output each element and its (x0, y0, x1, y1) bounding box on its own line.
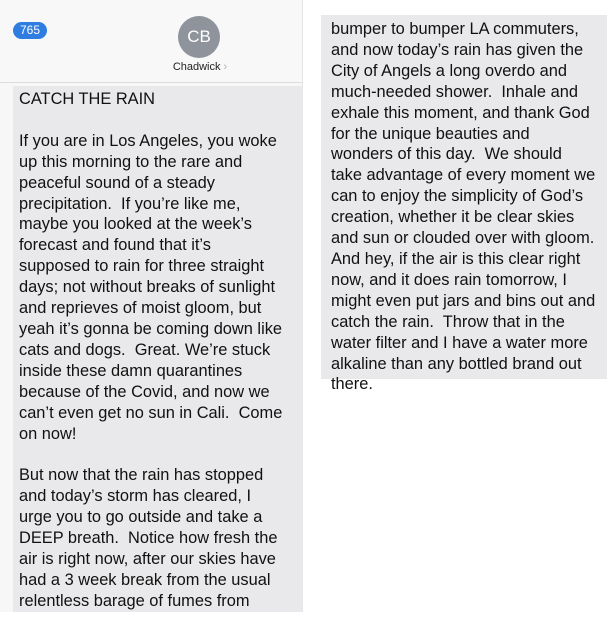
contact-name-button[interactable] (150, 61, 250, 73)
back-unread-badge[interactable]: 765 (13, 22, 47, 39)
chevron-right-icon: › (223, 61, 228, 73)
message-bubble[interactable] (13, 86, 302, 612)
message-text: bumper to bumper LA commuters, and now today’s rain has given the City of Angels a long overdo and much-needed shower. Inhale and exhale this moment, and thank God for the unique beauties and wonders of this day. We should take advantage of every moment we can to enjoy the simplicity of God’s creation, whether it be clear skies and sun or clouded over with gloom. And hey, if the air is this clear right now, and it does rain tomorrow, I might even put jars and bins out and catch the rain. Throw that in the water filter and I have a water more alkaline than any bottled brand out there. (331, 20, 596, 394)
contact-avatar[interactable]: CB (178, 16, 220, 58)
conversation-panel (0, 0, 303, 612)
conversation-header (0, 0, 302, 83)
message-bubble[interactable] (321, 15, 607, 394)
contact-name: Chadwick (172, 61, 221, 73)
message-text: CATCH THE RAIN If you are in Los Angeles, you woke up this morning to the rare and peaceful sound of a steady precipitation. If you’re like me, maybe you looked at the week’s forecast and found that it’s supposed to rain for three straight days; not without breaks of sunlight and reprieves of moist gloom, but yeah it’s gonna be coming down like cats and dogs. Great. We’re stuck inside these damn quarantines because of the Covid, and now we can’t even get no sun in Cali. Come on now! But now that the rain has stopped and today’s storm has cleared, I urge you to go outside and take a DEEP breath. Notice how fresh the air is right now, after our skies have had a 3 week break from the usual relentless barage of fumes from (19, 90, 283, 610)
